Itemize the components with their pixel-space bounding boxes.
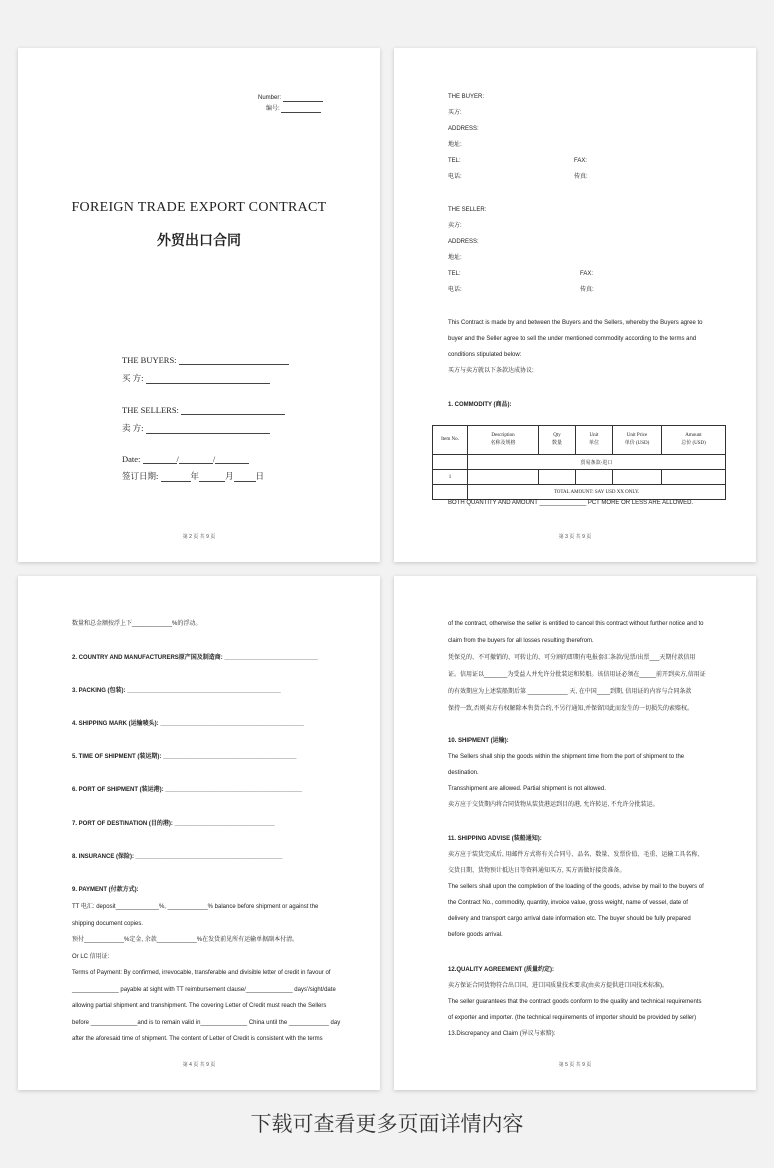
seller-fax-cn-label: 传真: (580, 287, 594, 293)
contract-title-en: FOREIGN TRADE EXPORT CONTRACT (71, 200, 327, 215)
buyers-blank (179, 364, 289, 365)
clause-line: 3. PACKING (包装): ______________________________________________ (72, 688, 281, 694)
buyer-address-cn-label: 地址: (448, 142, 462, 148)
table-row (433, 485, 726, 500)
table-header-cell: Description 名称及规格 (468, 426, 539, 455)
sellers-cn-blank (146, 433, 270, 434)
page-footer: 第 5 页 共 9 页 (558, 1062, 592, 1068)
body-line: delivery and transport cargo arrival date information etc. The buyer should be fully prepared (448, 916, 691, 922)
quantity-tolerance-line: BOTH QUANTITY AND AMOUNT ______________ PCT MORE OR LESS ARE ALLOWED. (448, 500, 694, 506)
body-line: before goods arrival. (448, 932, 503, 938)
sellers-cn-field (122, 422, 270, 434)
date-label: Date: (122, 454, 141, 464)
body-line: The seller guarantees that the contract goods conform to the quality and technical requirements (448, 999, 702, 1005)
payment-line: TT 电汇: deposit_____________%, ____________% balance before shipment or against the (72, 904, 319, 910)
shipping-advise-heading: 11. SHIPPING ADVISE (装船通知): (448, 836, 542, 842)
number-field (258, 94, 323, 102)
sign-date-field: 签订日期: 年 月 日 (122, 471, 265, 481)
clause-line: 5. TIME OF SHIPMENT (装运期): ________________________________________ (72, 754, 297, 760)
table-header-cell: Unit Price 单价 (USD) (613, 426, 662, 455)
sellers-blank (181, 414, 285, 415)
contract-page-parties (394, 48, 756, 562)
intro-line: 买方与卖方就以下条款达成协议: (448, 368, 534, 374)
item-no-cell: 1 (433, 470, 468, 485)
body-line: 交货日期、货物预计抵达日等资料通知买方, 买方需做好接货准备。 (448, 868, 626, 874)
page-footer: 第 4 页 共 9 页 (182, 1062, 216, 1068)
clause-line: 7. PORT OF DESTINATION (目的港): ______________________________ (72, 821, 275, 827)
page-footer: 第 2 页 共 9 页 (182, 534, 216, 540)
payment-line: after the aforesaid time of shipment. The content of Letter of Credit is consistent with the terms (72, 1036, 323, 1042)
buyer-address-label: ADDRESS: (448, 126, 479, 132)
body-line: claim from the buyers for all losses resulting therefrom. (448, 638, 594, 644)
table-header-cell: Qty 数量 (539, 426, 576, 455)
body-line: 凭保兑的、不可撤销的、可转让的、可分割的即期有电报套汇条款/见票/出票___天期付款信用 (448, 655, 696, 661)
intro-line: This Contract is made by and between the Buyers and the Sellers, whereby the Buyers agree to (448, 320, 703, 326)
download-caption: 下载可查看更多页面详情内容 (250, 1112, 524, 1136)
payment-line: shipping document copies. (72, 921, 144, 927)
buyer-label: THE BUYER: (448, 94, 485, 100)
buyer-fax-label: FAX: (574, 158, 588, 164)
sellers-field (122, 405, 285, 415)
body-line: 13.Discrepancy and Claim (异议与索赔): (448, 1031, 556, 1037)
commodity-heading: 1. COMMODITY (商品): (448, 402, 512, 408)
shipment-heading: 10. SHIPMENT (运输): (448, 738, 509, 744)
buyers-cn-label: 买 方: (122, 373, 144, 383)
contract-page-cover (18, 48, 380, 562)
payment-line: allowing partial shipment and transhipment. The covering Letter of Credit must reach the Sellers (72, 1003, 327, 1009)
bianhao-blank (281, 112, 321, 113)
seller-cn-label: 卖方: (448, 223, 462, 229)
clause-line: 6. PORT OF SHIPMENT (装运港): _________________________________________ (72, 787, 303, 793)
date-field: Date: / / (122, 454, 249, 464)
buyers-cn-blank (146, 383, 270, 384)
table-row (433, 455, 726, 470)
number-blank (283, 101, 323, 102)
table-header-row (433, 426, 726, 455)
buyers-cn-field (122, 372, 270, 384)
payment-line: Or LC 信用证: (72, 954, 110, 960)
trade-terms-cell: 贸易条款-进口 (468, 455, 726, 470)
number-label: Number: (258, 95, 282, 101)
buyer-tel-cn-label: 电话: (448, 174, 462, 180)
bianhao-field (266, 105, 321, 113)
bianhao-label: 编号: (266, 106, 280, 112)
seller-address-label: ADDRESS: (448, 239, 479, 245)
clause-line: 8. INSURANCE (保险): ____________________________________________ (72, 854, 283, 860)
clause-line: 4. SHIPPING MARK (运输唛头): ___________________________________________ (72, 721, 304, 727)
body-line: destination. (448, 770, 479, 776)
sellers-cn-label: 卖 方: (122, 423, 144, 433)
intro-line: buyer and the Seller agree to sell the under mentioned commodity according to the terms and (448, 336, 697, 342)
sign-date-label: 签订日期: (122, 471, 159, 481)
payment-line: Terms of Payment: By confirmed, irrevocable, transferable and divisible letter of credit in favour of (72, 970, 331, 976)
body-line: The sellers shall upon the completion of the loading of the goods, advise by mail to the buyers of (448, 884, 704, 890)
seller-tel-cn-label: 电话: (448, 287, 462, 293)
buyer-cn-label: 买方: (448, 110, 462, 116)
body-line: of the contract, otherwise the seller is entitled to cancel this contract without further notice and to (448, 621, 704, 627)
body-line: Transshipment are allowed. Partial shipment is not allowed. (448, 786, 606, 792)
buyer-fax-cn-label: 传真: (574, 174, 588, 180)
contract-page-clauses (18, 576, 380, 1090)
body-line: The Sellers shall ship the goods within the shipment time from the port of shipment to the (448, 754, 685, 760)
page-footer: 第 3 页 共 9 页 (558, 534, 592, 540)
body-line: the Contract No., commodity, quantity, invoice value, gross weight, name of vessel, date of (448, 900, 688, 906)
body-line: 卖方应于装货完成后, 用邮件方式将有关合同号、品名、数量、发票价值、毛重、运输工具名称、 (448, 852, 704, 858)
contract-title-cn: 外贸出口合同 (157, 233, 241, 249)
body-line: 的有效期应为上述装船期后第 ____________ 天, 在中国____到期, 信用证的内容与合同条款 (448, 689, 692, 695)
body-line: of exporter and importer. (the technical requirements of importer should be provided by seller) (448, 1015, 697, 1021)
clause-line: 9. PAYMENT (付款方式): (72, 887, 139, 893)
clause-line: 数量和总金额按浮上下____________%的浮动。 (72, 621, 202, 627)
seller-fax-label: FAX: (580, 271, 594, 277)
clause-line: 2. COUNTRY AND MANUFACTURERS原产国及制造商: ____________________________ (72, 655, 318, 661)
seller-tel-label: TEL: (448, 271, 461, 277)
buyer-tel-label: TEL: (448, 158, 461, 164)
table-header-cell: Amount 总价 (USD) (662, 426, 726, 455)
table-row (433, 470, 726, 485)
seller-address-cn-label: 地址: (448, 255, 462, 261)
table-header-cell: Item No. (433, 426, 468, 455)
payment-line: ______________ payable at sight with TT reimbursement clause/______________ days'/sight/date (72, 987, 336, 993)
body-line: 保持一致,否则卖方有权解除本售货合约,不另行通知,并保留因此而发生的一切损失的索赔权。 (448, 706, 694, 712)
commodity-table (432, 425, 726, 500)
intro-line: conditions stipulated below: (448, 352, 522, 358)
seller-label: THE SELLER: (448, 207, 487, 213)
buyers-field (122, 355, 289, 365)
buyers-label: THE BUYERS: (122, 355, 177, 365)
table-header-cell: Unit 单位 (576, 426, 613, 455)
payment-line: 预付____________%定金, 余款____________%在发货前见所有运输单据副本付清。 (72, 937, 299, 943)
body-line: 证。信用证以_______为受益人并允许分批装运和转船。该信用证必须在_____前开到卖方,信用证 (448, 672, 706, 678)
body-line: 卖方保证合同货物符合出口国、进口国质量技术要求(由卖方提供进口国技术标准)。 (448, 983, 668, 989)
contract-page-shipment (394, 576, 756, 1090)
total-amount-cell: TOTAL AMOUNT: SAY USD XX ONLY. (468, 485, 726, 500)
body-line: 卖方应于交货期内将合同货物从装货港运到目的港, 允许转运, 不允许分批装运。 (448, 802, 659, 808)
quality-heading: 12.QUALITY AGREEMENT (质量约定): (448, 967, 555, 973)
sellers-label: THE SELLERS: (122, 405, 179, 415)
payment-line: before ______________and is to remain valid in______________ China until the ____________ day (72, 1020, 341, 1026)
